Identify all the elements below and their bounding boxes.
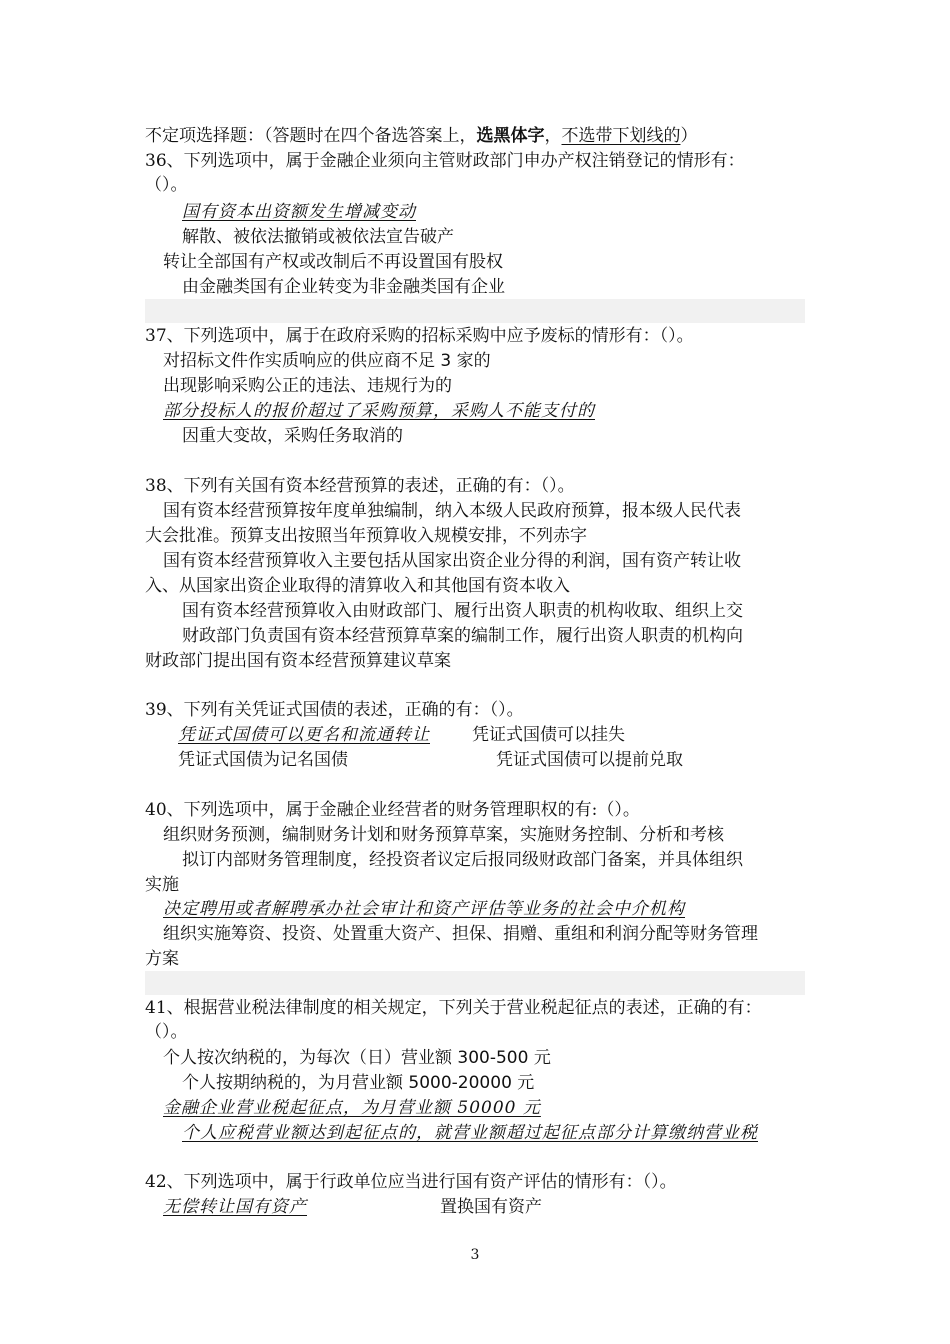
q39-option-d: 凭证式国债可以提前兑取 — [496, 750, 683, 770]
q40-option-a: 组织财务预测，编制财务计划和财务预算草案，实施财务控制、分析和考核 — [163, 825, 724, 845]
q36-option-a — [182, 200, 416, 225]
q38-option-a-line1: 国有资本经营预算按年度单独编制，纳入本级人民政府预算，报本级人民代表 — [163, 501, 741, 521]
q37-stem: 37、下列选项中，属于在政府采购的招标采购中应予废标的情形有：（）。 — [145, 326, 694, 346]
q40-option-d-line2: 方案 — [145, 949, 179, 969]
instruction-bold: 选黑体字 — [476, 126, 545, 146]
q36-stem-line1: 36、下列选项中，属于金融企业须向主管财政部门申办产权注销登记的情形有： — [145, 151, 745, 171]
q36-stem-line2: （）。 — [145, 175, 188, 195]
q41-stem-line2: （）。 — [145, 1022, 188, 1042]
instruction-sep: ， — [544, 126, 562, 146]
q38-option-b-line1: 国有资本经营预算收入主要包括从国家出资企业分得的利润，国有资产转让收 — [163, 551, 741, 571]
q38-option-b-line2: 入、从国家出资企业取得的清算收入和其他国有资本收入 — [145, 576, 570, 596]
shaded-blank-line — [145, 299, 805, 323]
q39-option-c: 凭证式国债为记名国债 — [178, 750, 348, 770]
q40-option-c-text: 决定聘用或者解聘承办社会审计和资产评估等业务的社会中介机构 — [163, 899, 685, 919]
q39-option-b: 凭证式国债可以挂失 — [472, 725, 625, 745]
q40-option-d-line1: 组织实施筹资、投资、处置重大资产、担保、捐赠、重组和利润分配等财务管理 — [163, 924, 758, 944]
q42-option-a-text: 无偿转让国有资产 — [163, 1197, 307, 1217]
q39-option-a-text: 凭证式国债可以更名和流通转让 — [178, 725, 430, 745]
q40-option-b-line2: 实施 — [145, 875, 179, 895]
q41-option-b: 个人按期纳税的，为月营业额 5000-20000 元 — [182, 1073, 535, 1093]
q36-option-a-text: 国有资本出资额发生增减变动 — [182, 202, 416, 222]
q39-stem: 39、下列有关凭证式国债的表述，正确的有：（）。 — [145, 700, 524, 720]
instruction-prefix: 不定项选择题：（答题时在四个备选答案上， — [145, 126, 477, 146]
instruction-underlined: 不选带下划线的 — [561, 126, 681, 146]
q42-stem: 42、下列选项中，属于行政单位应当进行国有资产评估的情形有：（）。 — [145, 1172, 677, 1192]
q38-option-d-line1: 财政部门负责国有资本经营预算草案的编制工作，履行出资人职责的机构向 — [182, 626, 743, 646]
q42-option-b: 置换国有资产 — [440, 1197, 542, 1217]
q41-option-d — [182, 1121, 758, 1146]
q36-option-c: 转让全部国有产权或改制后不再设置国有股权 — [163, 252, 503, 272]
q40-option-c — [163, 897, 685, 922]
q36-option-b: 解散、被依法撤销或被依法宣告破产 — [182, 227, 454, 247]
q39-option-a — [178, 723, 430, 748]
q38-option-d-line2: 财政部门提出国有资本经营预算建议草案 — [145, 651, 451, 671]
q37-option-a: 对招标文件作实质响应的供应商不足 3 家的 — [163, 351, 491, 371]
q38-option-c: 国有资本经营预算收入由财政部门、履行出资人职责的机构收取、组织上交 — [182, 601, 743, 621]
q40-stem: 40、下列选项中，属于金融企业经营者的财务管理职权的有:（）。 — [145, 800, 640, 820]
q41-option-c-text: 金融企业营业税起征点，为月营业额 50000 元 — [163, 1098, 541, 1118]
instruction-suffix: ） — [680, 126, 698, 146]
page-number: 3 — [470, 1247, 480, 1263]
q37-option-b: 出现影响采购公正的违法、违规行为的 — [163, 376, 452, 396]
q38-stem: 38、下列有关国有资本经营预算的表述，正确的有：（）。 — [145, 476, 575, 496]
q42-option-a — [163, 1195, 307, 1220]
q40-option-b-line1: 拟订内部财务管理制度，经投资者议定后报同级财政部门备案，并具体组织 — [182, 850, 743, 870]
q36-option-d: 由金融类国有企业转变为非金融类国有企业 — [182, 277, 505, 297]
q38-option-a-line2: 大会批准。预算支出按照当年预算收入规模安排，不列赤字 — [145, 526, 587, 546]
q41-option-d-text: 个人应税营业额达到起征点的，就营业额超过起征点部分计算缴纳营业税 — [182, 1123, 758, 1143]
q41-stem-line1: 41、根据营业税法律制度的相关规定，下列关于营业税起征点的表述，正确的有： — [145, 998, 762, 1018]
q41-option-c — [163, 1096, 541, 1121]
instruction-line — [145, 124, 698, 149]
q37-option-d: 因重大变故，采购任务取消的 — [182, 426, 403, 446]
q37-option-c-text: 部分投标人的报价超过了采购预算，采购人不能支付的 — [163, 401, 595, 421]
shaded-blank-line — [145, 971, 805, 995]
q37-option-c — [163, 399, 595, 424]
q41-option-a: 个人按次纳税的，为每次（日）营业额 300-500 元 — [163, 1048, 551, 1068]
